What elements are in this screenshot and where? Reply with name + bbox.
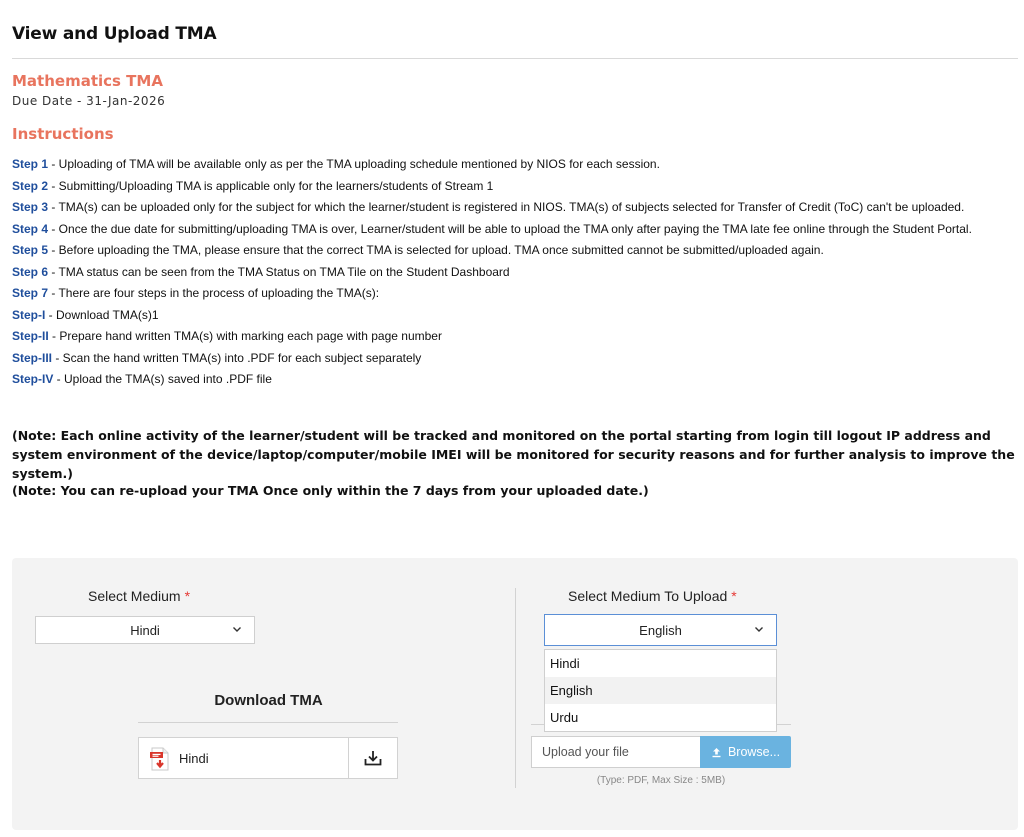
reupload-note: (Note: You can re-upload your TMA Once only within the 7 days from your uploaded date.) (12, 483, 649, 498)
instruction-step (12, 308, 1020, 322)
browse-label: Browse... (727, 745, 781, 759)
select-upload-medium-text: Select Medium To Upload (568, 588, 728, 604)
step-text: - TMA status can be seen from the TMA Status on TMA Tile on the Student Dashboard (48, 264, 510, 279)
upload-medium-select-value: English (639, 622, 682, 638)
select-upload-medium-label (568, 588, 737, 604)
step-label: Step 3 (12, 200, 49, 214)
dropdown-option-urdu[interactable]: Urdu (550, 710, 579, 725)
download-tma-title: Download TMA (214, 692, 323, 709)
instruction-step (12, 200, 1020, 214)
instruction-step (12, 179, 1020, 193)
title-divider (12, 58, 1018, 59)
step-label: Step 5 (12, 243, 49, 257)
step-label: Step 7 (12, 286, 49, 300)
step-label: Step-III (12, 350, 53, 365)
step-label: Step 2 (12, 178, 49, 193)
step-text: - Once the due date for submitting/uploading TMA is over, Learner/student will be able to upload the TMA only after paying the TMA late fee online through the Student Portal. (48, 221, 972, 236)
select-medium-text: Select Medium (88, 588, 181, 604)
step-label: Step 4 (12, 221, 49, 236)
step-text: - TMA(s) can be uploaded only for the subject for which the learner/student is registered in NIOS. TMA(s) of subjects selected for Transfer of Credit (ToC) can't be uploaded. (48, 200, 965, 214)
instruction-step (12, 351, 1020, 365)
monitoring-note: (Note: Each online activity of the learner/student will be tracked and monitored on the portal starting from login till logout IP address and system environment of the device/laptop/computer/mobile IMEI will be monitored for security reasons and for further analysis to improve the system.) (12, 428, 1015, 481)
step-text: - Uploading of TMA will be available only as per the TMA uploading schedule mentioned by NIOS for each session. (48, 157, 660, 171)
panel-divider (515, 588, 516, 788)
subject-title: Mathematics TMA (12, 72, 163, 90)
required-mark: * (731, 588, 737, 604)
download-file-name: Hindi (179, 751, 209, 766)
instruction-step (12, 286, 1020, 300)
medium-select[interactable] (35, 616, 255, 644)
instructions-heading: Instructions (12, 125, 114, 143)
upload-medium-select[interactable] (544, 614, 777, 646)
step-label: Step 1 (12, 157, 49, 171)
dropdown-option-hindi[interactable]: Hindi (550, 656, 580, 671)
due-date: Due Date - 31-Jan-2026 (12, 94, 166, 108)
instruction-step (12, 329, 1020, 343)
download-divider (138, 722, 398, 723)
chevron-down-icon (754, 624, 764, 634)
download-button[interactable] (349, 738, 397, 778)
step-text: - Scan the hand written TMA(s) into .PDF for each subject separately (52, 350, 422, 365)
required-mark: * (184, 588, 191, 604)
instruction-steps (12, 157, 1020, 394)
instruction-step (12, 265, 1020, 279)
upload-icon (711, 747, 722, 758)
select-medium-label (88, 588, 190, 604)
page-title: View and Upload TMA (12, 24, 217, 44)
instruction-step (12, 243, 1020, 257)
upload-medium-dropdown (544, 649, 777, 732)
step-label: Step-IV (12, 372, 54, 386)
dropdown-option-english[interactable]: English (545, 677, 776, 704)
medium-select-value: Hindi (130, 622, 160, 638)
download-file-row (138, 737, 398, 779)
step-text: - There are four steps in the process of uploading the TMA(s): (48, 286, 380, 300)
step-label: Step-I (12, 307, 46, 322)
upload-hint: (Type: PDF, Max Size : 5MB) (596, 775, 726, 786)
upload-file-input[interactable]: Upload your file (531, 736, 701, 768)
step-text: - Download TMA(s)1 (45, 307, 159, 322)
browse-button[interactable] (700, 736, 791, 768)
pdf-file-icon (149, 747, 171, 771)
step-text: - Prepare hand written TMA(s) with marking each page with page number (48, 329, 442, 343)
step-text: - Submitting/Uploading TMA is applicable only for the learners/students of Stream 1 (48, 178, 494, 193)
instruction-step (12, 372, 1020, 386)
step-text: - Upload the TMA(s) saved into .PDF file (53, 372, 272, 386)
step-label: Step 6 (12, 264, 49, 279)
step-label: Step-II (12, 329, 49, 343)
chevron-down-icon (232, 624, 242, 634)
instruction-step (12, 157, 1020, 171)
download-icon (364, 750, 382, 766)
step-text: - Before uploading the TMA, please ensure that the correct TMA is selected for upload. TMA once submitted cannot be submitted/uploaded again. (48, 243, 824, 257)
instruction-step (12, 222, 1020, 236)
